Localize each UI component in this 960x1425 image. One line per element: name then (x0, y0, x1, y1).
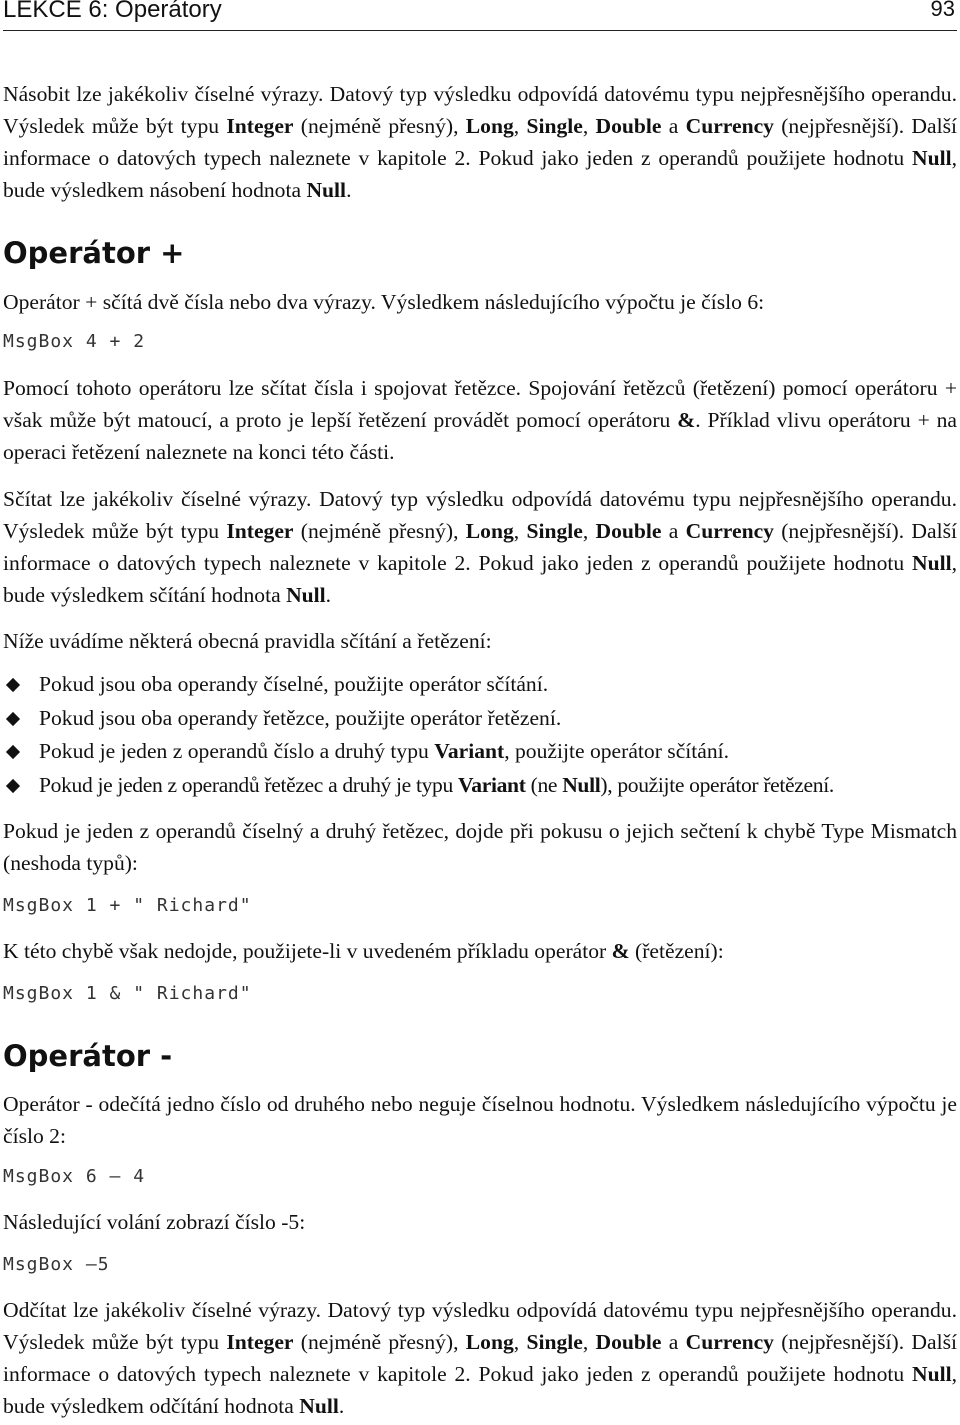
operator-plus-description: Operátor + sčítá dvě čísla nebo dva výrazy. Výsledkem následujícího výpočtu je číslo 6: (3, 290, 765, 314)
rules-intro: Níže uvádíme některá obecná pravidla sčítání a řetězení: (3, 629, 492, 653)
concatenation-paragraph: Pomocí tohoto operátoru lze sčítat čísla i spojovat řetězce. Spojování řetězců (řetězení) pomocí operátoru + však může být matoucí, a proto je lepší řetězení provádět pomocí operátoru &. Příklad vlivu operátoru + na operaci řetězení naleznete na konci této části. (3, 376, 957, 464)
operator-minus-heading: Operátor - (3, 1039, 173, 1073)
page-number: 93 (930, 0, 955, 21)
page-header (3, 0, 957, 31)
type-mismatch-paragraph: Pokud je jeden z operandů číselný a druhý řetězec, dojde při pokusu o jejich sečtení k chybě Type Mismatch (neshoda typů): (3, 819, 957, 875)
subtraction-types-paragraph: Odčítat lze jakékoliv číselné výrazy. Datový typ výsledku odpovídá datovému typu nejpřesnějšího operandu. Výsledek může být typu Integer (nejméně přesný), Long, Single, Double a Currency (nejpřesnější). Další informace o datových typech naleznete v kapitole 2. Pokud jako jeden z operandů použijete hodnotu Null, bude výsledkem odčítání hodnota Null. (3, 1298, 957, 1418)
no-error-paragraph: K této chybě však nedojde, použijete-li v uvedeném příkladu operátor & (řetězení): (3, 939, 724, 963)
list-item: Pokud je jeden z operandů řetězec a druhý je typu Variant (ne Null), použijte operátor řetězení. (3, 769, 957, 803)
diamond-bullet-icon (6, 778, 20, 792)
addition-types-paragraph: Sčítat lze jakékoliv číselné výrazy. Datový typ výsledku odpovídá datovému typu nejpřesnějšího operandu. Výsledek může být typu Integer (nejméně přesný), Long, Single, Double a Currency (nejpřesnější). Další informace o datových typech naleznete v kapitole 2. Pokud jako jeden z operandů použijete hodnotu Null, bude výsledkem sčítání hodnota Null. (3, 487, 957, 607)
list-item: Pokud je jeden z operandů číslo a druhý typu Variant, použijte operátor sčítání. (3, 735, 957, 769)
diamond-bullet-icon (6, 745, 20, 759)
negation-intro: Následující volání zobrazí číslo -5: (3, 1210, 306, 1234)
chapter-title: LEKCE 6: Operátory (3, 0, 222, 23)
code-example-subtract: MsgBox 6 – 4 (3, 1166, 146, 1187)
operator-plus-heading: Operátor + (3, 236, 185, 270)
operator-minus-description: Operátor - odečítá jedno číslo od druhého nebo neguje číselnou hodnotu. Výsledkem následujícího výpočtu je číslo 2: (3, 1092, 957, 1148)
diamond-bullet-icon (6, 678, 20, 692)
list-item: Pokud jsou oba operandy číselné, použijte operátor sčítání. (3, 668, 957, 702)
diamond-bullet-icon (6, 711, 20, 725)
multiplication-paragraph: Násobit lze jakékoliv číselné výrazy. Datový typ výsledku odpovídá datovému typu nejpřesnějšího operandu. Výsledek může být typu Integer (nejméně přesný), Long, Single, Double a Currency (nejpřesnější). Další informace o datových typech naleznete v kapitole 2. Pokud jako jeden z operandů použijete hodnotu Null, bude výsledkem násobení hodnota Null. (3, 82, 957, 202)
code-example-add: MsgBox 4 + 2 (3, 331, 146, 352)
code-example-negate: MsgBox –5 (3, 1254, 110, 1275)
rules-list (3, 668, 957, 802)
code-example-concat: MsgBox 1 & " Richard" (3, 983, 252, 1004)
list-item: Pokud jsou oba operandy řetězce, použijte operátor řetězení. (3, 702, 957, 736)
code-example-mismatch: MsgBox 1 + " Richard" (3, 895, 252, 916)
